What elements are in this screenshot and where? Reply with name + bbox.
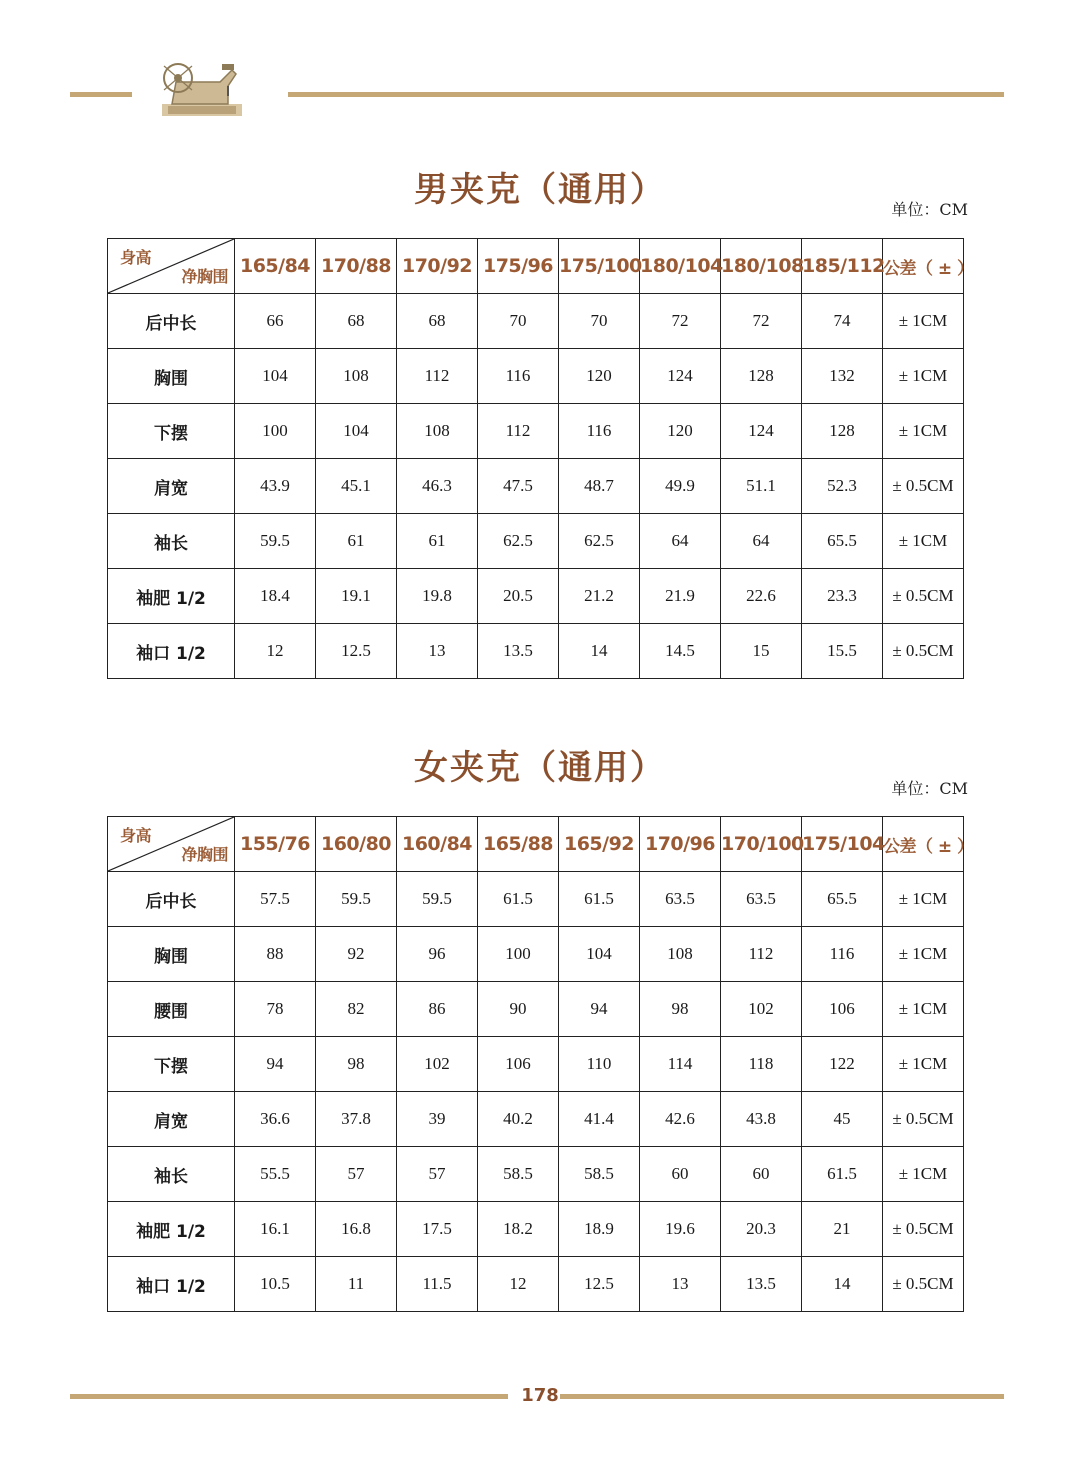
- measurement-cell: 16.8: [316, 1202, 397, 1257]
- size-header: 180/104: [640, 239, 721, 294]
- measurement-cell: 64: [721, 514, 802, 569]
- size-header: 165/88: [478, 817, 559, 872]
- measurement-cell: 15: [721, 624, 802, 679]
- measurement-cell: 66: [235, 294, 316, 349]
- measurement-cell: 94: [559, 982, 640, 1037]
- size-header: 175/104: [802, 817, 883, 872]
- tolerance-header: 公差（ ± ）: [883, 239, 964, 294]
- size-header: 160/84: [397, 817, 478, 872]
- measurement-cell: 61.5: [802, 1147, 883, 1202]
- measurement-cell: 100: [478, 927, 559, 982]
- tolerance-cell: ± 1CM: [883, 1037, 964, 1092]
- measurement-cell: 102: [397, 1037, 478, 1092]
- women-header-row: [108, 817, 964, 872]
- measurement-cell: 61: [397, 514, 478, 569]
- measurement-cell: 120: [640, 404, 721, 459]
- measurement-cell: 41.4: [559, 1092, 640, 1147]
- measurement-cell: 120: [559, 349, 640, 404]
- measurement-cell: 124: [721, 404, 802, 459]
- measurement-cell: 68: [316, 294, 397, 349]
- measurement-cell: 12: [235, 624, 316, 679]
- measurement-cell: 45.1: [316, 459, 397, 514]
- measurement-cell: 14.5: [640, 624, 721, 679]
- measurement-cell: 112: [721, 927, 802, 982]
- measurement-cell: 112: [478, 404, 559, 459]
- row-label: 袖长: [108, 514, 235, 569]
- page-number: 178: [521, 1385, 559, 1406]
- table-row: [108, 294, 964, 349]
- measurement-cell: 46.3: [397, 459, 478, 514]
- tolerance-cell: ± 1CM: [883, 349, 964, 404]
- tolerance-cell: ± 0.5CM: [883, 1257, 964, 1312]
- table-row: [108, 349, 964, 404]
- measurement-cell: 61.5: [478, 872, 559, 927]
- table-row: [108, 514, 964, 569]
- women-corner-cell: [108, 817, 235, 872]
- top-rule-right: [288, 92, 1004, 97]
- row-label: 后中长: [108, 294, 235, 349]
- measurement-cell: 118: [721, 1037, 802, 1092]
- corner-chest-label: 净胸围: [181, 267, 228, 286]
- measurement-cell: 92: [316, 927, 397, 982]
- row-label: 腰围: [108, 982, 235, 1037]
- measurement-cell: 60: [721, 1147, 802, 1202]
- measurement-cell: 98: [316, 1037, 397, 1092]
- men-corner-cell: [108, 239, 235, 294]
- measurement-cell: 18.4: [235, 569, 316, 624]
- measurement-cell: 60: [640, 1147, 721, 1202]
- measurement-cell: 70: [478, 294, 559, 349]
- measurement-cell: 122: [802, 1037, 883, 1092]
- size-header: 165/84: [235, 239, 316, 294]
- table-row: [108, 624, 964, 679]
- women-size-table: [107, 816, 974, 1312]
- measurement-cell: 55.5: [235, 1147, 316, 1202]
- measurement-cell: 116: [478, 349, 559, 404]
- measurement-cell: 106: [478, 1037, 559, 1092]
- measurement-cell: 88: [235, 927, 316, 982]
- measurement-cell: 48.7: [559, 459, 640, 514]
- measurement-cell: 106: [802, 982, 883, 1037]
- measurement-cell: 42.6: [640, 1092, 721, 1147]
- measurement-cell: 57: [316, 1147, 397, 1202]
- measurement-cell: 39: [397, 1092, 478, 1147]
- tolerance-cell: ± 1CM: [883, 294, 964, 349]
- measurement-cell: 45: [802, 1092, 883, 1147]
- measurement-cell: 90: [478, 982, 559, 1037]
- measurement-cell: 36.6: [235, 1092, 316, 1147]
- measurement-cell: 104: [559, 927, 640, 982]
- table-row: [108, 1092, 964, 1147]
- table-row: [108, 459, 964, 514]
- top-rule-left: [70, 92, 132, 97]
- size-header: 175/100: [559, 239, 640, 294]
- measurement-cell: 114: [640, 1037, 721, 1092]
- size-header: 170/88: [316, 239, 397, 294]
- measurement-cell: 14: [802, 1257, 883, 1312]
- row-label: 袖口 1/2: [108, 624, 235, 679]
- size-header: 170/100: [721, 817, 802, 872]
- table-row: [108, 1147, 964, 1202]
- men-header-row: [108, 239, 964, 294]
- measurement-cell: 86: [397, 982, 478, 1037]
- measurement-cell: 61: [316, 514, 397, 569]
- measurement-cell: 65.5: [802, 872, 883, 927]
- measurement-cell: 108: [640, 927, 721, 982]
- tolerance-cell: ± 1CM: [883, 927, 964, 982]
- measurement-cell: 100: [235, 404, 316, 459]
- measurement-cell: 23.3: [802, 569, 883, 624]
- measurement-cell: 12.5: [559, 1257, 640, 1312]
- measurement-cell: 61.5: [559, 872, 640, 927]
- measurement-cell: 94: [235, 1037, 316, 1092]
- measurement-cell: 128: [721, 349, 802, 404]
- measurement-cell: 72: [640, 294, 721, 349]
- measurement-cell: 16.1: [235, 1202, 316, 1257]
- measurement-cell: 57.5: [235, 872, 316, 927]
- size-header: 170/96: [640, 817, 721, 872]
- measurement-cell: 21: [802, 1202, 883, 1257]
- table-row: [108, 1202, 964, 1257]
- table-row: [108, 569, 964, 624]
- measurement-cell: 68: [397, 294, 478, 349]
- measurement-cell: 43.8: [721, 1092, 802, 1147]
- measurement-cell: 63.5: [721, 872, 802, 927]
- men-unit-label: 单位：CM: [891, 200, 968, 219]
- tolerance-cell: ± 0.5CM: [883, 1202, 964, 1257]
- measurement-cell: 104: [316, 404, 397, 459]
- corner-height-label: 身高: [120, 826, 152, 845]
- measurement-cell: 21.9: [640, 569, 721, 624]
- row-label: 袖口 1/2: [108, 1257, 235, 1312]
- measurement-cell: 20.5: [478, 569, 559, 624]
- measurement-cell: 10.5: [235, 1257, 316, 1312]
- measurement-cell: 11.5: [397, 1257, 478, 1312]
- row-label: 后中长: [108, 872, 235, 927]
- measurement-cell: 116: [559, 404, 640, 459]
- measurement-cell: 58.5: [478, 1147, 559, 1202]
- measurement-cell: 49.9: [640, 459, 721, 514]
- size-header: 155/76: [235, 817, 316, 872]
- men-table-title: 男夹克（通用）: [414, 170, 666, 210]
- sewing-machine-logo: [150, 52, 250, 120]
- measurement-cell: 59.5: [397, 872, 478, 927]
- measurement-cell: 37.8: [316, 1092, 397, 1147]
- size-header: 175/96: [478, 239, 559, 294]
- measurement-cell: 59.5: [316, 872, 397, 927]
- measurement-cell: 15.5: [802, 624, 883, 679]
- table-row: [108, 404, 964, 459]
- measurement-cell: 13.5: [721, 1257, 802, 1312]
- measurement-cell: 17.5: [397, 1202, 478, 1257]
- tolerance-cell: ± 0.5CM: [883, 624, 964, 679]
- measurement-cell: 108: [316, 349, 397, 404]
- tolerance-header: 公差（ ± ）: [883, 817, 964, 872]
- measurement-cell: 116: [802, 927, 883, 982]
- measurement-cell: 20.3: [721, 1202, 802, 1257]
- measurement-cell: 78: [235, 982, 316, 1037]
- measurement-cell: 72: [721, 294, 802, 349]
- table-row: [108, 1257, 964, 1312]
- measurement-cell: 98: [640, 982, 721, 1037]
- measurement-cell: 58.5: [559, 1147, 640, 1202]
- size-header: 165/92: [559, 817, 640, 872]
- measurement-cell: 112: [397, 349, 478, 404]
- measurement-cell: 124: [640, 349, 721, 404]
- measurement-cell: 104: [235, 349, 316, 404]
- size-header: 180/108: [721, 239, 802, 294]
- tolerance-cell: ± 1CM: [883, 872, 964, 927]
- measurement-cell: 63.5: [640, 872, 721, 927]
- tolerance-cell: ± 0.5CM: [883, 459, 964, 514]
- measurement-cell: 19.8: [397, 569, 478, 624]
- measurement-cell: 13: [397, 624, 478, 679]
- row-label: 袖肥 1/2: [108, 569, 235, 624]
- measurement-cell: 70: [559, 294, 640, 349]
- row-label: 下摆: [108, 1037, 235, 1092]
- measurement-cell: 82: [316, 982, 397, 1037]
- row-label: 肩宽: [108, 459, 235, 514]
- measurement-cell: 110: [559, 1037, 640, 1092]
- corner-height-label: 身高: [120, 248, 152, 267]
- tolerance-cell: ± 0.5CM: [883, 569, 964, 624]
- measurement-cell: 13: [640, 1257, 721, 1312]
- size-header: 170/92: [397, 239, 478, 294]
- measurement-cell: 51.1: [721, 459, 802, 514]
- row-label: 袖长: [108, 1147, 235, 1202]
- tolerance-cell: ± 1CM: [883, 1147, 964, 1202]
- measurement-cell: 62.5: [559, 514, 640, 569]
- tolerance-cell: ± 1CM: [883, 982, 964, 1037]
- table-row: [108, 927, 964, 982]
- measurement-cell: 43.9: [235, 459, 316, 514]
- measurement-cell: 14: [559, 624, 640, 679]
- row-label: 袖肥 1/2: [108, 1202, 235, 1257]
- table-row: [108, 1037, 964, 1092]
- measurement-cell: 22.6: [721, 569, 802, 624]
- measurement-cell: 57: [397, 1147, 478, 1202]
- measurement-cell: 128: [802, 404, 883, 459]
- measurement-cell: 18.9: [559, 1202, 640, 1257]
- row-label: 下摆: [108, 404, 235, 459]
- measurement-cell: 64: [640, 514, 721, 569]
- size-header: 185/112: [802, 239, 883, 294]
- measurement-cell: 19.6: [640, 1202, 721, 1257]
- women-unit-label: 单位：CM: [891, 779, 968, 798]
- women-table-title: 女夹克（通用）: [414, 748, 666, 788]
- measurement-cell: 108: [397, 404, 478, 459]
- measurement-cell: 19.1: [316, 569, 397, 624]
- measurement-cell: 12.5: [316, 624, 397, 679]
- measurement-cell: 65.5: [802, 514, 883, 569]
- measurement-cell: 47.5: [478, 459, 559, 514]
- measurement-cell: 132: [802, 349, 883, 404]
- table-row: [108, 982, 964, 1037]
- tolerance-cell: ± 1CM: [883, 514, 964, 569]
- measurement-cell: 59.5: [235, 514, 316, 569]
- table-row: [108, 872, 964, 927]
- measurement-cell: 40.2: [478, 1092, 559, 1147]
- measurement-cell: 62.5: [478, 514, 559, 569]
- row-label: 肩宽: [108, 1092, 235, 1147]
- tolerance-cell: ± 0.5CM: [883, 1092, 964, 1147]
- row-label: 胸围: [108, 349, 235, 404]
- men-size-table: [107, 238, 974, 679]
- measurement-cell: 52.3: [802, 459, 883, 514]
- bottom-rule-right: [560, 1394, 1004, 1399]
- corner-chest-label: 净胸围: [181, 845, 228, 864]
- measurement-cell: 74: [802, 294, 883, 349]
- measurement-cell: 102: [721, 982, 802, 1037]
- measurement-cell: 12: [478, 1257, 559, 1312]
- measurement-cell: 13.5: [478, 624, 559, 679]
- size-header: 160/80: [316, 817, 397, 872]
- measurement-cell: 11: [316, 1257, 397, 1312]
- tolerance-cell: ± 1CM: [883, 404, 964, 459]
- measurement-cell: 96: [397, 927, 478, 982]
- row-label: 胸围: [108, 927, 235, 982]
- measurement-cell: 18.2: [478, 1202, 559, 1257]
- measurement-cell: 21.2: [559, 569, 640, 624]
